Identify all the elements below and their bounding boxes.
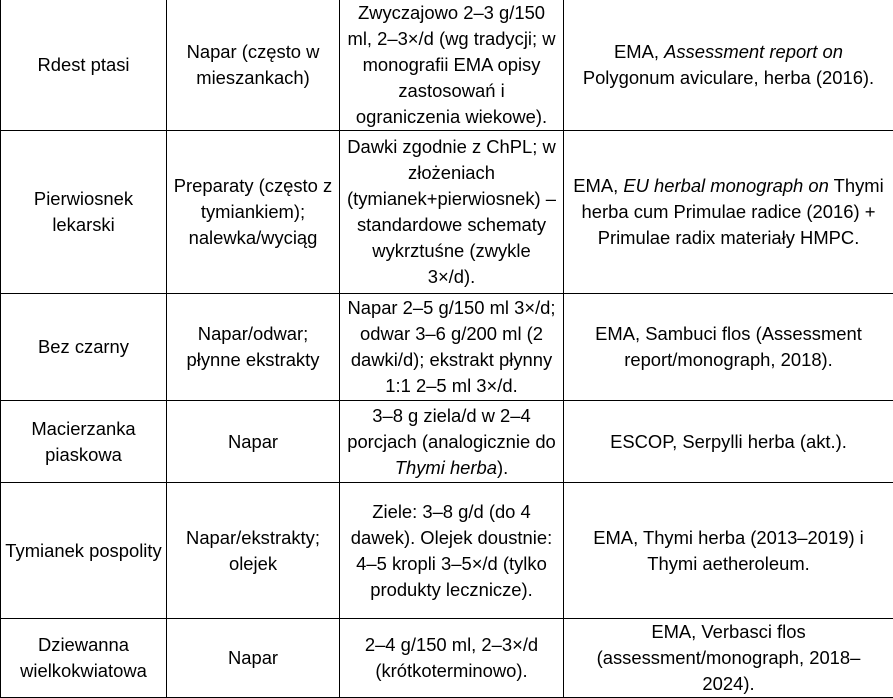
form-cell: Napar/odwar; płynne ekstrakty	[167, 294, 340, 401]
plant-name-cell: Rdest ptasi	[1, 0, 167, 131]
source-cell	[564, 619, 893, 698]
table-row	[1, 294, 893, 401]
source-italic-text: EU herbal monograph on	[623, 175, 829, 196]
source-text-end: Polygonum aviculare, herba (2016).	[582, 67, 875, 88]
form-cell: Preparaty (często z tymiankiem); nalewka/wyciąg	[167, 131, 340, 294]
source-cell	[564, 0, 893, 131]
plant-name-cell: Tymianek pospolity	[1, 483, 167, 619]
table-row	[1, 0, 893, 131]
form-cell: Napar	[167, 401, 340, 483]
form-cell: Napar/ekstrakty; olejek	[167, 483, 340, 619]
plant-name-cell: Macierzanka piaskowa	[1, 401, 167, 483]
dose-cell: Napar 2–5 g/150 ml 3×/d; odwar 3–6 g/200 ml (2 dawki/d); ekstrakt płynny 1:1 2–5 ml 3×/d.	[340, 294, 564, 401]
source-cell	[564, 401, 893, 483]
dose-italic-text: Thymi herba	[394, 456, 497, 478]
dose-cell: 2–4 g/150 ml, 2–3×/d (krótkoterminowo).	[340, 619, 564, 698]
source-cell	[564, 483, 893, 619]
dose-cell: Dawki zgodnie z ChPL; w złożeniach (tymianek+pierwiosnek) – standardowe schematy wykrztuśne (zwykle 3×/d).	[340, 131, 564, 294]
source-text: EMA, Verbasci flos (assessment/monograph, 2018–2024).	[596, 621, 861, 694]
plant-name-cell: Pierwiosnek lekarski	[1, 131, 167, 294]
table-row	[1, 131, 893, 294]
source-text: EMA,	[614, 41, 665, 62]
source-text: EMA, Sambuci flos (Assessment report/monograph, 2018).	[595, 323, 862, 370]
dose-cell	[340, 401, 564, 483]
source-text-end: Thymi herba cum Primulae radice (2016) + Primulae radix materiały HMPC.	[581, 175, 884, 248]
source-italic-text: Assessment report on	[664, 41, 843, 62]
source-cell	[564, 131, 893, 294]
form-cell: Napar	[167, 619, 340, 698]
table-row	[1, 401, 893, 483]
table-row	[1, 619, 893, 698]
dose-cell: Zwyczajowo 2–3 g/150 ml, 2–3×/d (wg tradycji; w monografii EMA opisy zastosowań i ograniczenia wiekowe).	[340, 0, 564, 131]
plant-name-cell: Dziewanna wielkokwiatowa	[1, 619, 167, 698]
form-cell: Napar (często w mieszankach)	[167, 0, 340, 131]
plant-name-cell: Bez czarny	[1, 294, 167, 401]
source-text: ESCOP, Serpylli herba (akt.).	[610, 430, 847, 452]
source-text: EMA,	[573, 175, 624, 196]
dose-text: 3–8 g ziela/d w 2–4 porcjach (analogicznie do	[347, 404, 556, 452]
table-row	[1, 483, 893, 619]
dose-text-end: ).	[496, 456, 509, 478]
source-cell	[564, 294, 893, 401]
source-text: EMA, Thymi herba (2013–2019) i Thymi aetheroleum.	[593, 526, 864, 574]
dose-cell: Ziele: 3–8 g/d (do 4 dawek). Olejek doustnie: 4–5 kropli 3–5×/d (tylko produkty lecznicze).	[340, 483, 564, 619]
